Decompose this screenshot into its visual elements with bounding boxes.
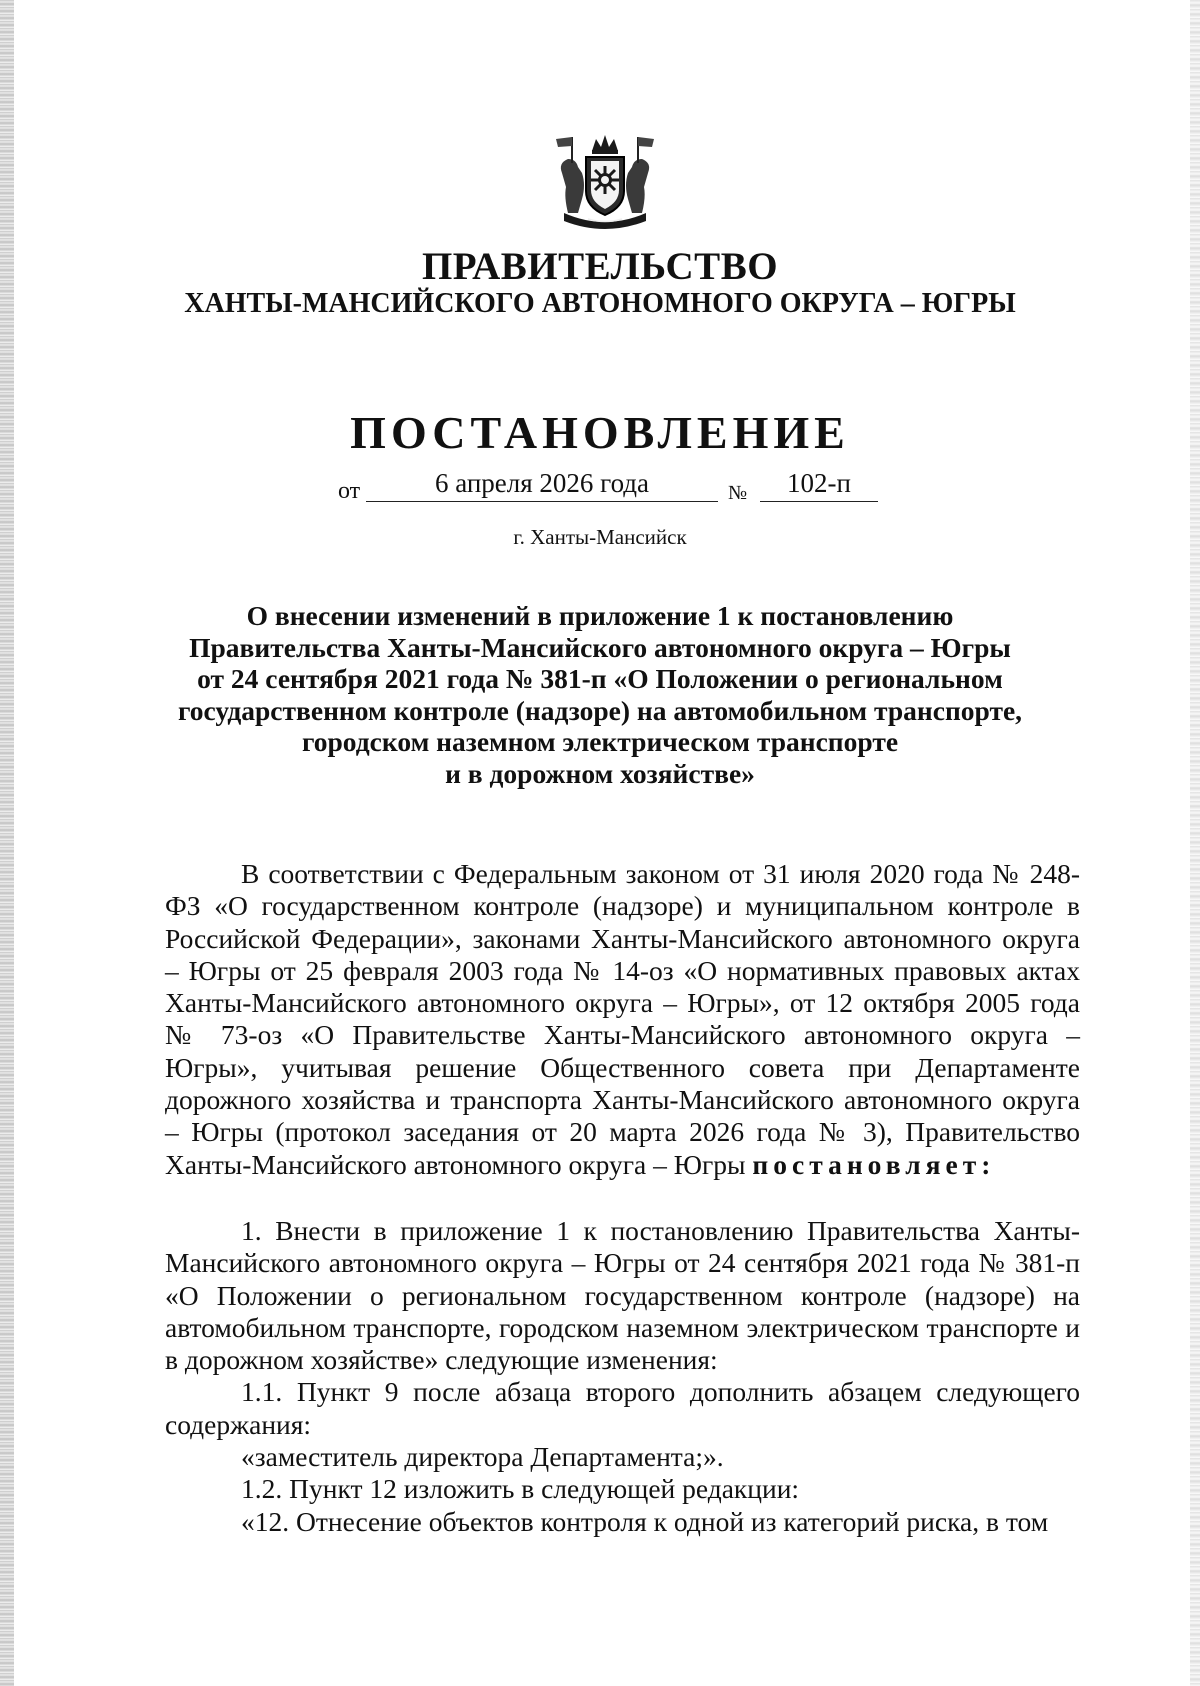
quote-paragraph: «заместитель директора Департамента;». — [241, 1441, 724, 1473]
coat-of-arms-emblem — [548, 133, 662, 229]
subject-line: О внесении изменений в приложение 1 к постановлению — [246, 600, 954, 631]
preamble-paragraph — [165, 858, 1080, 1181]
government-title: ПРАВИТЕЛЬСТВО — [421, 245, 779, 288]
subject-line: и в дорожном хозяйстве» — [445, 757, 755, 789]
dateline — [338, 468, 878, 508]
decree-subject — [150, 600, 1050, 789]
number-label: № — [728, 482, 748, 504]
subject-line: Правительства Ханты-Мансийского автономного округа – Югры — [189, 631, 1011, 663]
resolves-word: постановляет: — [752, 1148, 996, 1180]
date-from-label: от — [338, 478, 361, 504]
subject-line: от 24 сентября 2021 года № 381-п «О Положении о региональном — [197, 663, 1003, 694]
decree-number: 102-п — [760, 468, 878, 502]
city-name: г. Ханты-Мансийск — [513, 525, 687, 549]
decree-date: 6 апреля 2026 года — [366, 468, 718, 502]
subject-line: государственном контроле (надзоре) на автомобильном транспорте, — [177, 694, 1023, 726]
item-12-paragraph: «12. Отнесение объектов контроля к одной из категорий риска, в том — [241, 1505, 1049, 1537]
document-type: ПОСТАНОВЛЕНИЕ — [350, 407, 850, 458]
preamble-text: В соответствии с Федеральным законом от 31 июля 2020 года № 248-ФЗ «О государственном контроле (надзоре) и муниципальном контроле в Российской Федерации», законами Ханты-Мансийского автономного округа – Югры от 25 февраля 2003 года № 14-оз «О нормативных правовых актах Ханты-Мансийского автономного округа – Югры», от 12 октября 2005 года № 73-оз «О Правительстве Ханты-Мансийского автономного округа – Югры», учитывая решение Общественного совета при Департаменте дорожного хозяйства и транспорта Ханты-Мансийского автономного округа – Югры (протокол заседания от 20 марта 2026 года № 3), Правительство Ханты-Мансийского автономного округа – Югры — [165, 858, 1080, 1180]
region-title: ХАНТЫ-МАНСИЙСКОГО АВТОНОМНОГО ОКРУГА – ЮГРЫ — [184, 288, 1016, 319]
item-1-paragraph: 1. Внести в приложение 1 к постановлению Правительства Ханты-Мансийского автономного округа – Югры от 24 сентября 2021 года № 381-п «О Положении о региональном государственном контроле (надзоре) на автомобильном транспорте, городском наземном электрическом транспорте и в дорожном хозяйстве» следующие изменения: — [165, 1214, 1080, 1376]
item-1-1-paragraph: 1.1. Пункт 9 после абзаца второго дополнить абзацем следующего содержания: — [165, 1376, 1080, 1440]
item-1-2-paragraph: 1.2. Пункт 12 изложить в следующей редакции: — [241, 1473, 800, 1505]
subject-line: городском наземном электрическом транспорте — [301, 726, 899, 757]
decree-body — [165, 858, 1080, 1538]
